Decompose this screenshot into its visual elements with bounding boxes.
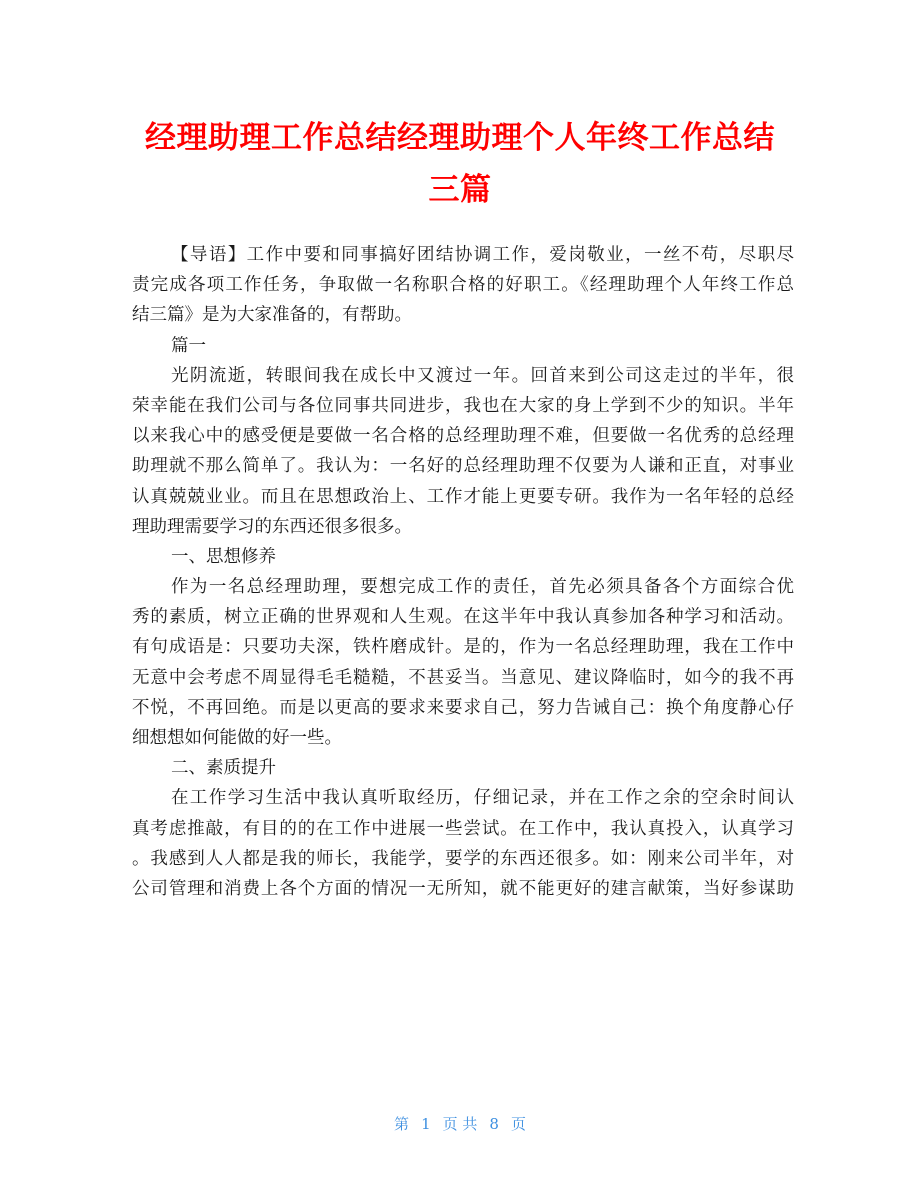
paragraph-line: 认真兢兢业业。而且在思想政治上、工作才能上更要专研。我作为一名年轻的总经 [132, 486, 794, 507]
footer-middle: 页 共 [442, 1115, 478, 1133]
current-page-number: 1 [421, 1115, 431, 1133]
body-paragraph [132, 572, 794, 753]
paragraph-line: 作为一名总经理助理，要想完成工作的责任，首先必须具备各个方面综合优 [171, 577, 794, 598]
page-number-footer [0, 1113, 920, 1134]
document-body [132, 240, 794, 904]
paragraph-line: 公司管理和消费上各个方面的情况一无所知，就不能更好的建言献策，当好参谋助 [132, 878, 794, 899]
paragraph-line: 责完成各项工作任务，争取做一名称职合格的好职工。《经理助理个人年终工作总 [132, 275, 794, 296]
section-heading-quality: 二、素质提升 [171, 758, 276, 779]
section-heading-part-one: 篇一 [171, 335, 206, 356]
paragraph-line: 结三篇》是为大家准备的，有帮助。 [132, 305, 412, 326]
paragraph-line: 。我感到人人都是我的师长，我能学，要学的东西还很多。如：刚来公司半年，对 [132, 848, 794, 869]
paragraph-line: 秀的素质，树立正确的世界观和人生观。在这半年中我认真参加各种学习和活动。 [132, 607, 794, 628]
paragraph-line: 光阴流逝，转眼间我在成长中又渡过一年。回首来到公司这走过的半年，很 [171, 365, 794, 386]
footer-suffix: 页 [510, 1115, 526, 1133]
paragraph-line: 不悦，不再回绝。而是以更高的要求来要求自己，努力告诫自己：换个角度静心仔 [132, 697, 794, 718]
paragraph-line: 细想想如何能做的好一些。 [132, 728, 342, 748]
paragraph-line: 荣幸能在我们公司与各位同事共同进步，我也在大家的身上学到不少的知识。半年 [132, 395, 794, 416]
total-page-count: 8 [489, 1115, 499, 1133]
paragraph-line: 理助理需要学习的东西还很多很多。 [132, 516, 412, 537]
title-line-1: 经理助理工作总结经理助理个人年终工作总结 [145, 120, 775, 156]
paragraph-line: 在工作学习生活中我认真听取经历，仔细记录，并在工作之余的空余时间认 [171, 788, 794, 809]
body-paragraph [132, 361, 794, 542]
footer-prefix: 第 [394, 1115, 410, 1133]
paragraph-line: 助理就不那么简单了。我认为：一名好的总经理助理不仅要为人谦和正直，对事业 [132, 456, 794, 477]
paragraph-line: 【导语】工作中要和同事搞好团结协调工作，爱岗敬业，一丝不苟，尽职尽 [171, 245, 794, 265]
paragraph-line: 以来我心中的感受便是要做一名合格的总经理助理不难，但要做一名优秀的总经理 [132, 426, 794, 447]
document-title [100, 112, 820, 216]
paragraph-line: 无意中会考虑不周显得毛毛糙糙，不甚妥当。当意见、建议降临时，如今的我不再 [132, 667, 794, 688]
paragraph-line: 真考虑推敲，有目的的在工作中进展一些尝试。在工作中，我认真投入，认真学习 [132, 818, 794, 839]
body-paragraph [132, 783, 794, 904]
paragraph-line: 有句成语是：只要功夫深，铁杵磨成针。是的，作为一名总经理助理，我在工作中 [132, 637, 794, 658]
section-heading-ideology: 一、思想修养 [171, 546, 276, 567]
intro-paragraph [132, 240, 794, 331]
title-line-2: 三篇 [428, 172, 492, 208]
